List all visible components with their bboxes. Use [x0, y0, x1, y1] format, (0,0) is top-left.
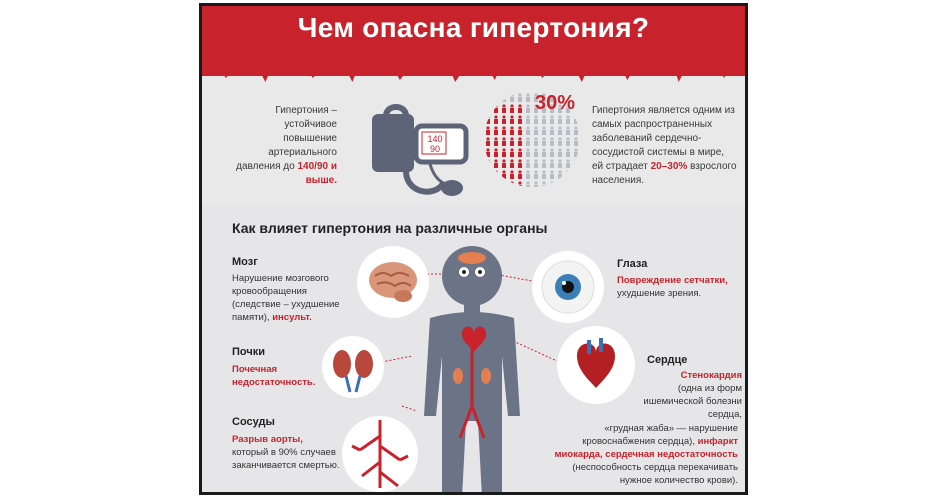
person-head	[566, 137, 569, 140]
person-head	[534, 181, 537, 184]
person-body	[550, 130, 554, 135]
person-head	[534, 137, 537, 140]
person-head	[574, 115, 577, 118]
person-body	[518, 152, 522, 157]
person-head	[534, 170, 537, 173]
person-head	[550, 137, 553, 140]
person-body	[494, 141, 498, 146]
person-head	[518, 148, 521, 151]
page-title: Чем опасна гипертония?	[297, 12, 650, 43]
person-body	[518, 119, 522, 124]
person-head	[518, 93, 521, 96]
intro-right-highlight: 20–30%	[650, 161, 688, 172]
person-head	[502, 148, 505, 151]
person-body	[518, 97, 522, 102]
person-body	[518, 130, 522, 135]
person-head	[558, 170, 561, 173]
person-head	[558, 148, 561, 151]
person-head	[486, 137, 489, 140]
person-body	[502, 152, 506, 157]
person-head	[566, 115, 569, 118]
heart-body-2: «грудная жаба» — нарушение кровоснабжения сердца),	[582, 423, 738, 447]
person-head	[510, 115, 513, 118]
person-body	[542, 130, 546, 135]
person-body	[566, 152, 570, 157]
heart-circle	[557, 326, 635, 404]
person-body	[574, 141, 578, 146]
person-head	[486, 126, 489, 129]
person-head	[486, 159, 489, 162]
person-body	[558, 119, 562, 124]
person-head	[574, 148, 577, 151]
person-body	[534, 130, 538, 135]
person-body	[526, 152, 530, 157]
person-head	[542, 181, 545, 184]
person-body	[558, 130, 562, 135]
person-body	[534, 152, 538, 157]
person-head	[558, 137, 561, 140]
heart-text-bottom	[542, 422, 738, 487]
brain-highlight: инсульт.	[272, 312, 312, 323]
person-head	[550, 181, 553, 184]
person-head	[534, 126, 537, 129]
person-head	[518, 137, 521, 140]
person-body	[510, 108, 514, 113]
person-body	[534, 163, 538, 168]
person-head	[526, 126, 529, 129]
person-head	[494, 181, 497, 184]
person-head	[550, 126, 553, 129]
person-head	[550, 159, 553, 162]
vessels-circle	[342, 416, 418, 492]
person-body	[558, 141, 562, 146]
brain-title: Мозг	[232, 256, 258, 268]
heart-text-top	[642, 369, 742, 421]
person-body	[542, 174, 546, 179]
intro-section	[202, 76, 745, 206]
person-body	[566, 119, 570, 124]
vessels-title: Сосуды	[232, 416, 275, 428]
person-body	[494, 185, 498, 189]
organs-section	[202, 206, 745, 495]
person-body	[550, 185, 554, 189]
intro-right-body: Гипертония является одним из самых распространенных заболеваний сердечно-сосудистой системы в мире, ей страдает	[592, 105, 735, 172]
blood-pressure-monitor-icon	[364, 96, 479, 206]
person-body	[486, 174, 490, 179]
kidneys-text	[232, 363, 332, 389]
person-body	[526, 185, 530, 189]
person-body	[574, 163, 578, 168]
person-head	[566, 181, 569, 184]
person-body	[550, 163, 554, 168]
person-head	[486, 148, 489, 151]
person-head	[526, 159, 529, 162]
person-body	[518, 108, 522, 113]
person-head	[550, 148, 553, 151]
person-body	[502, 108, 506, 113]
heart-body-1: (одна из форм ишемической болезни сердца,	[643, 383, 742, 420]
person-head	[510, 181, 513, 184]
person-body	[486, 152, 490, 157]
blood-vessels-icon	[342, 416, 418, 492]
person-head	[558, 159, 561, 162]
person-body	[486, 97, 490, 102]
kidneys-highlight: Почечная недостаточность.	[232, 364, 316, 388]
person-head	[502, 170, 505, 173]
person-body	[502, 97, 506, 102]
person-body	[518, 185, 522, 189]
person-head	[542, 148, 545, 151]
person-head	[494, 148, 497, 151]
person-body	[574, 185, 578, 189]
intro-right-text	[592, 104, 737, 188]
person-body	[566, 174, 570, 179]
person-body	[486, 141, 490, 146]
heart-icon	[557, 326, 635, 404]
intro-right-tail: взрослого населения.	[592, 161, 737, 186]
person-head	[486, 115, 489, 118]
person-head	[510, 159, 513, 162]
person-body	[502, 185, 506, 189]
person-head	[534, 159, 537, 162]
person-body	[502, 130, 506, 135]
percent-label: 30%	[535, 92, 576, 114]
person-body	[494, 130, 498, 135]
person-head	[526, 115, 529, 118]
person-body	[526, 163, 530, 168]
person-head	[502, 181, 505, 184]
person-body	[558, 185, 562, 189]
person-head	[542, 115, 545, 118]
person-head	[574, 159, 577, 162]
person-head	[526, 93, 529, 96]
person-body	[542, 185, 546, 189]
person-head	[526, 181, 529, 184]
person-body	[550, 119, 554, 124]
person-head	[502, 104, 505, 107]
person-body	[494, 108, 498, 113]
person-head	[526, 137, 529, 140]
person-head	[494, 126, 497, 129]
person-head	[518, 104, 521, 107]
person-body	[542, 152, 546, 157]
person-body	[486, 185, 490, 189]
person-body	[558, 163, 562, 168]
person-body	[510, 185, 514, 189]
person-head	[486, 93, 489, 96]
person-head	[542, 126, 545, 129]
person-head	[494, 137, 497, 140]
person-body	[550, 152, 554, 157]
person-body	[502, 119, 506, 124]
eye-icon	[532, 251, 604, 323]
person-body	[526, 130, 530, 135]
person-head	[566, 159, 569, 162]
person-body	[566, 130, 570, 135]
kidneys-title: Почки	[232, 346, 266, 358]
person-body	[510, 163, 514, 168]
infographic-frame	[199, 3, 748, 495]
person-head	[510, 93, 513, 96]
person-body	[566, 163, 570, 168]
person-head	[526, 170, 529, 173]
vessels-body: который в 90% случаев заканчивается смертью.	[232, 447, 340, 471]
person-head	[510, 170, 513, 173]
person-body	[518, 141, 522, 146]
vessels-text	[232, 433, 340, 472]
person-body	[542, 163, 546, 168]
bp-display	[423, 134, 447, 154]
person-head	[542, 137, 545, 140]
person-head	[558, 115, 561, 118]
heart-highlight-2: инфаркт миокарда, сердечная недостаточность	[554, 436, 738, 460]
brain-text	[232, 272, 350, 324]
person-body	[526, 97, 530, 102]
eye-circle	[532, 251, 604, 323]
person-body	[518, 163, 522, 168]
person-head	[518, 126, 521, 129]
person-head	[534, 148, 537, 151]
person-head	[494, 115, 497, 118]
brain-circle	[357, 246, 429, 318]
person-body	[526, 119, 530, 124]
person-head	[558, 181, 561, 184]
person-body	[574, 130, 578, 135]
person-head	[494, 159, 497, 162]
heart-body-3: (неспособность сердца перекачивать нужное количество крови).	[572, 462, 738, 486]
person-body	[486, 108, 490, 113]
person-head	[494, 93, 497, 96]
person-head	[566, 126, 569, 129]
brain-icon	[357, 246, 429, 318]
person-head	[534, 115, 537, 118]
intro-left-highlight: 140/90 и выше.	[297, 161, 337, 186]
eyes-text	[617, 274, 735, 300]
vessels-highlight: Разрыв аорты,	[232, 434, 303, 445]
person-head	[494, 104, 497, 107]
bp-systolic: 140	[427, 134, 443, 144]
person-head	[542, 170, 545, 173]
person-body	[534, 185, 538, 189]
eyes-title: Глаза	[617, 258, 648, 270]
person-head	[486, 104, 489, 107]
person-head	[518, 159, 521, 162]
person-body	[526, 174, 530, 179]
bp-diastolic: 90	[429, 144, 440, 154]
person-body	[494, 174, 498, 179]
person-body	[486, 119, 490, 124]
person-body	[526, 141, 530, 146]
eyes-body: ухудшение зрения.	[617, 288, 702, 299]
person-head	[486, 181, 489, 184]
person-head	[510, 137, 513, 140]
person-body	[534, 119, 538, 124]
person-body	[494, 152, 498, 157]
person-body	[518, 174, 522, 179]
person-body	[574, 174, 578, 179]
person-body	[510, 97, 514, 102]
person-head	[486, 170, 489, 173]
person-head	[502, 115, 505, 118]
person-head	[510, 104, 513, 107]
person-body	[494, 97, 498, 102]
person-body	[534, 174, 538, 179]
person-head	[542, 159, 545, 162]
heart-title: Сердце	[647, 354, 688, 366]
person-head	[574, 181, 577, 184]
person-head	[550, 170, 553, 173]
person-body	[486, 163, 490, 168]
person-head	[566, 148, 569, 151]
person-head	[574, 126, 577, 129]
person-head	[518, 170, 521, 173]
person-body	[526, 108, 530, 113]
heart-highlight-1: Стенокардия	[680, 370, 742, 381]
person-body	[510, 141, 514, 146]
person-head	[518, 115, 521, 118]
person-head	[550, 115, 553, 118]
person-body	[542, 141, 546, 146]
person-body	[566, 141, 570, 146]
person-head	[558, 126, 561, 129]
person-body	[494, 163, 498, 168]
person-head	[502, 93, 505, 96]
person-head	[502, 159, 505, 162]
eyes-highlight: Повреждение сетчатки,	[617, 275, 728, 286]
person-body	[574, 152, 578, 157]
person-body	[566, 185, 570, 189]
person-body	[494, 119, 498, 124]
person-head	[526, 104, 529, 107]
person-body	[510, 130, 514, 135]
person-body	[550, 174, 554, 179]
person-head	[574, 137, 577, 140]
person-body	[574, 119, 578, 124]
person-head	[574, 170, 577, 173]
person-head	[494, 170, 497, 173]
person-body	[558, 152, 562, 157]
person-body	[510, 119, 514, 124]
intro-left-body: Гипертония – устойчивое повышение артериального давления до	[236, 105, 337, 172]
person-body	[502, 141, 506, 146]
brain-body: Нарушение мозгового кровообращения (следствие – ухудшение памяти),	[232, 273, 340, 323]
person-body	[542, 119, 546, 124]
person-head	[526, 148, 529, 151]
person-body	[502, 174, 506, 179]
person-body	[510, 152, 514, 157]
person-body	[486, 130, 490, 135]
person-body	[558, 174, 562, 179]
section-title: Как влияет гипертония на различные органы	[232, 220, 548, 236]
person-head	[502, 126, 505, 129]
person-head	[518, 181, 521, 184]
person-body	[534, 141, 538, 146]
person-head	[566, 170, 569, 173]
intro-left-text	[232, 104, 337, 188]
person-head	[510, 126, 513, 129]
person-body	[502, 163, 506, 168]
person-head	[502, 137, 505, 140]
person-body	[550, 141, 554, 146]
person-head	[510, 148, 513, 151]
person-body	[510, 174, 514, 179]
